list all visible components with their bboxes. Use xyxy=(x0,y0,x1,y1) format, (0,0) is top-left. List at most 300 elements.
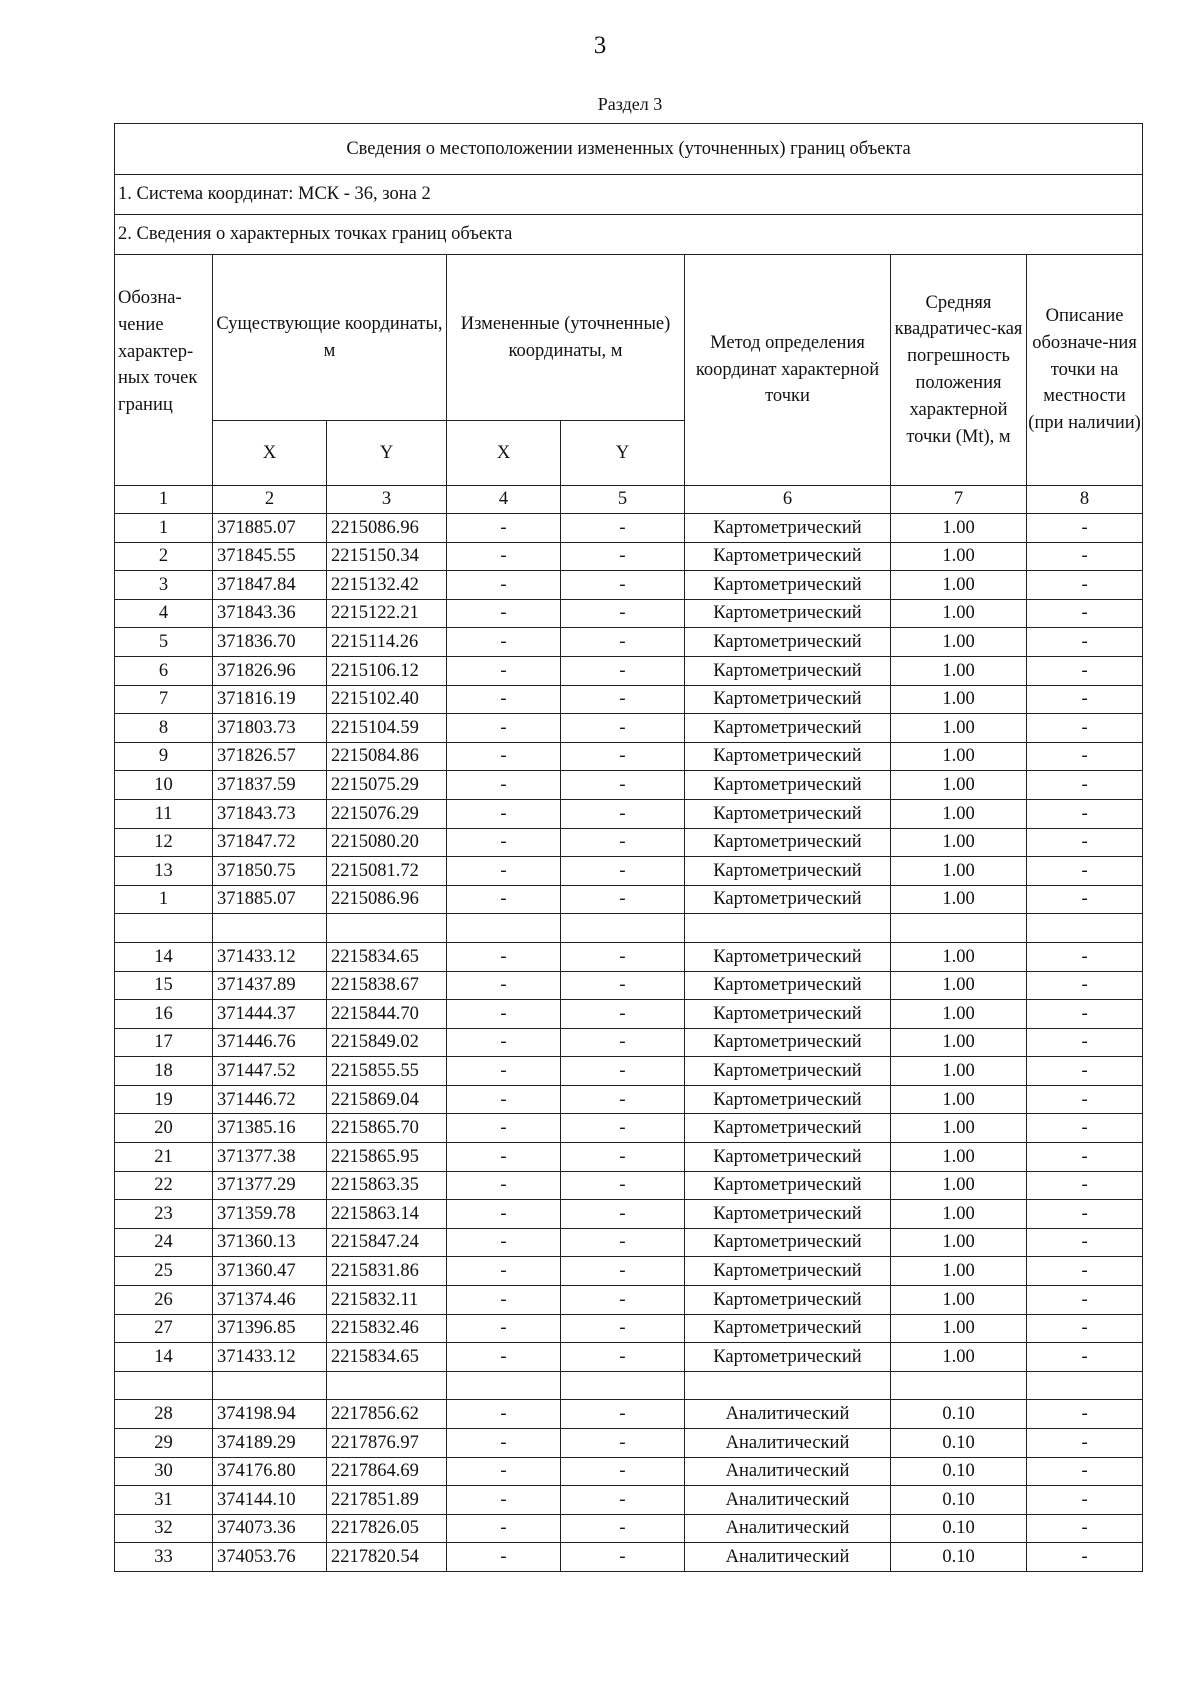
existing-y-cell: 2215104.59 xyxy=(327,714,447,743)
existing-y-cell: 2215122.21 xyxy=(327,599,447,628)
method-cell: Картометрический xyxy=(685,628,891,657)
point-number-cell: 29 xyxy=(115,1429,213,1458)
changed-x-cell: - xyxy=(447,656,561,685)
method-cell: Картометрический xyxy=(685,828,891,857)
description-cell: - xyxy=(1027,942,1143,971)
method-cell: Аналитический xyxy=(685,1457,891,1486)
changed-y-cell: - xyxy=(561,599,685,628)
existing-x-cell: 374198.94 xyxy=(213,1400,327,1429)
empty-cell xyxy=(213,914,327,943)
point-number-cell: 14 xyxy=(115,942,213,971)
existing-x-cell: 371845.55 xyxy=(213,542,327,571)
method-cell: Картометрический xyxy=(685,1143,891,1172)
existing-x-cell: 374189.29 xyxy=(213,1429,327,1458)
changed-x-cell: - xyxy=(447,799,561,828)
changed-y-cell: - xyxy=(561,1286,685,1315)
changed-y-cell: - xyxy=(561,628,685,657)
method-cell: Картометрический xyxy=(685,771,891,800)
existing-x-cell: 374073.36 xyxy=(213,1514,327,1543)
point-number-cell: 7 xyxy=(115,685,213,714)
method-cell: Картометрический xyxy=(685,1343,891,1372)
table-row xyxy=(115,1400,1143,1429)
column-number: 5 xyxy=(561,486,685,514)
changed-x-cell: - xyxy=(447,742,561,771)
description-cell: - xyxy=(1027,885,1143,914)
method-cell: Картометрический xyxy=(685,885,891,914)
existing-y-cell: 2217864.69 xyxy=(327,1457,447,1486)
existing-y-cell: 2215831.86 xyxy=(327,1257,447,1286)
changed-y-cell: - xyxy=(561,514,685,543)
header-method: Метод определения координат характерной точки xyxy=(685,255,891,486)
existing-x-cell: 371359.78 xyxy=(213,1200,327,1229)
error-mt-cell: 1.00 xyxy=(891,1143,1027,1172)
description-cell: - xyxy=(1027,542,1143,571)
method-cell: Картометрический xyxy=(685,742,891,771)
error-mt-cell: 1.00 xyxy=(891,1028,1027,1057)
table-row xyxy=(115,514,1143,543)
error-mt-cell: 1.00 xyxy=(891,942,1027,971)
table-row xyxy=(115,799,1143,828)
table-row xyxy=(115,1000,1143,1029)
point-number-cell: 30 xyxy=(115,1457,213,1486)
changed-x-cell: - xyxy=(447,1286,561,1315)
description-cell: - xyxy=(1027,1457,1143,1486)
table-row xyxy=(115,771,1143,800)
table-row xyxy=(115,1143,1143,1172)
point-number-cell: 19 xyxy=(115,1085,213,1114)
changed-x-cell: - xyxy=(447,1057,561,1086)
header-changed-x: X xyxy=(447,421,561,486)
changed-y-cell: - xyxy=(561,1143,685,1172)
existing-x-cell: 371816.19 xyxy=(213,685,327,714)
method-cell: Картометрический xyxy=(685,1114,891,1143)
existing-x-cell: 371444.37 xyxy=(213,1000,327,1029)
existing-x-cell: 371377.29 xyxy=(213,1171,327,1200)
error-mt-cell: 1.00 xyxy=(891,685,1027,714)
point-number-cell: 20 xyxy=(115,1114,213,1143)
point-number-cell: 18 xyxy=(115,1057,213,1086)
separator-row xyxy=(115,914,1143,943)
changed-x-cell: - xyxy=(447,1171,561,1200)
table-row xyxy=(115,1543,1143,1572)
changed-x-cell: - xyxy=(447,771,561,800)
table-row xyxy=(115,1085,1143,1114)
point-number-cell: 12 xyxy=(115,828,213,857)
point-number-cell: 26 xyxy=(115,1286,213,1315)
changed-y-cell: - xyxy=(561,685,685,714)
point-number-cell: 9 xyxy=(115,742,213,771)
table-row xyxy=(115,742,1143,771)
error-mt-cell: 0.10 xyxy=(891,1429,1027,1458)
table-row xyxy=(115,599,1143,628)
table-row xyxy=(115,1314,1143,1343)
separator-row xyxy=(115,1371,1143,1400)
table-row xyxy=(115,656,1143,685)
empty-cell xyxy=(1027,1371,1143,1400)
changed-x-cell: - xyxy=(447,885,561,914)
description-cell: - xyxy=(1027,1000,1143,1029)
changed-y-cell: - xyxy=(561,1314,685,1343)
changed-y-cell: - xyxy=(561,542,685,571)
changed-y-cell: - xyxy=(561,1429,685,1458)
existing-x-cell: 371847.72 xyxy=(213,828,327,857)
existing-x-cell: 371437.89 xyxy=(213,971,327,1000)
existing-x-cell: 371885.07 xyxy=(213,885,327,914)
existing-y-cell: 2215863.14 xyxy=(327,1200,447,1229)
existing-x-cell: 371837.59 xyxy=(213,771,327,800)
description-cell: - xyxy=(1027,1200,1143,1229)
description-cell: - xyxy=(1027,599,1143,628)
point-number-cell: 15 xyxy=(115,971,213,1000)
changed-x-cell: - xyxy=(447,1000,561,1029)
existing-y-cell: 2215075.29 xyxy=(327,771,447,800)
changed-x-cell: - xyxy=(447,628,561,657)
changed-y-cell: - xyxy=(561,1114,685,1143)
description-cell: - xyxy=(1027,1114,1143,1143)
changed-y-cell: - xyxy=(561,1200,685,1229)
existing-y-cell: 2215132.42 xyxy=(327,571,447,600)
method-cell: Аналитический xyxy=(685,1486,891,1515)
table-row xyxy=(115,1200,1143,1229)
empty-cell xyxy=(891,914,1027,943)
method-cell: Аналитический xyxy=(685,1429,891,1458)
existing-y-cell: 2215834.65 xyxy=(327,942,447,971)
existing-y-cell: 2215849.02 xyxy=(327,1028,447,1057)
changed-x-cell: - xyxy=(447,1486,561,1515)
changed-x-cell: - xyxy=(447,828,561,857)
changed-x-cell: - xyxy=(447,1200,561,1229)
page-number: 3 xyxy=(593,32,607,59)
changed-y-cell: - xyxy=(561,714,685,743)
method-cell: Картометрический xyxy=(685,1257,891,1286)
existing-x-cell: 371360.13 xyxy=(213,1228,327,1257)
method-cell: Картометрический xyxy=(685,857,891,886)
column-number: 3 xyxy=(327,486,447,514)
table-row xyxy=(115,685,1143,714)
changed-y-cell: - xyxy=(561,799,685,828)
method-cell: Картометрический xyxy=(685,1085,891,1114)
header-error: Средняя квадратичес-кая погрешность положения характерной точки (Mt), м xyxy=(891,255,1027,486)
error-mt-cell: 1.00 xyxy=(891,1057,1027,1086)
table-row xyxy=(115,828,1143,857)
changed-x-cell: - xyxy=(447,714,561,743)
existing-x-cell: 371360.47 xyxy=(213,1257,327,1286)
empty-cell xyxy=(891,1371,1027,1400)
existing-x-cell: 371447.52 xyxy=(213,1057,327,1086)
table-row xyxy=(115,542,1143,571)
error-mt-cell: 1.00 xyxy=(891,1257,1027,1286)
changed-y-cell: - xyxy=(561,1257,685,1286)
existing-x-cell: 371433.12 xyxy=(213,942,327,971)
changed-y-cell: - xyxy=(561,971,685,1000)
empty-cell xyxy=(327,1371,447,1400)
existing-y-cell: 2215106.12 xyxy=(327,656,447,685)
method-cell: Картометрический xyxy=(685,799,891,828)
point-number-cell: 16 xyxy=(115,1000,213,1029)
existing-x-cell: 371433.12 xyxy=(213,1343,327,1372)
changed-x-cell: - xyxy=(447,1429,561,1458)
existing-x-cell: 371396.85 xyxy=(213,1314,327,1343)
existing-x-cell: 371885.07 xyxy=(213,514,327,543)
method-cell: Картометрический xyxy=(685,1000,891,1029)
description-cell: - xyxy=(1027,1343,1143,1372)
changed-x-cell: - xyxy=(447,1314,561,1343)
description-cell: - xyxy=(1027,828,1143,857)
error-mt-cell: 1.00 xyxy=(891,628,1027,657)
existing-x-cell: 371843.73 xyxy=(213,799,327,828)
description-cell: - xyxy=(1027,1286,1143,1315)
existing-x-cell: 371446.72 xyxy=(213,1085,327,1114)
error-mt-cell: 1.00 xyxy=(891,1343,1027,1372)
column-number: 2 xyxy=(213,486,327,514)
error-mt-cell: 0.10 xyxy=(891,1457,1027,1486)
existing-y-cell: 2215832.11 xyxy=(327,1286,447,1315)
column-number: 6 xyxy=(685,486,891,514)
table-row xyxy=(115,1514,1143,1543)
changed-x-cell: - xyxy=(447,1028,561,1057)
changed-y-cell: - xyxy=(561,1400,685,1429)
table-row xyxy=(115,885,1143,914)
empty-cell xyxy=(685,914,891,943)
method-cell: Картометрический xyxy=(685,1171,891,1200)
changed-x-cell: - xyxy=(447,542,561,571)
existing-y-cell: 2215869.04 xyxy=(327,1085,447,1114)
existing-x-cell: 371446.76 xyxy=(213,1028,327,1057)
method-cell: Аналитический xyxy=(685,1400,891,1429)
column-number: 4 xyxy=(447,486,561,514)
column-number: 1 xyxy=(115,486,213,514)
error-mt-cell: 1.00 xyxy=(891,714,1027,743)
error-mt-cell: 1.00 xyxy=(891,514,1027,543)
changed-x-cell: - xyxy=(447,857,561,886)
point-number-cell: 11 xyxy=(115,799,213,828)
point-number-cell: 5 xyxy=(115,628,213,657)
changed-y-cell: - xyxy=(561,771,685,800)
changed-y-cell: - xyxy=(561,1457,685,1486)
method-cell: Картометрический xyxy=(685,599,891,628)
changed-y-cell: - xyxy=(561,942,685,971)
error-mt-cell: 1.00 xyxy=(891,1286,1027,1315)
existing-y-cell: 2215865.95 xyxy=(327,1143,447,1172)
description-cell: - xyxy=(1027,742,1143,771)
description-cell: - xyxy=(1027,1514,1143,1543)
header-existing-y: Y xyxy=(327,421,447,486)
table-row xyxy=(115,1286,1143,1315)
table-row xyxy=(115,628,1143,657)
existing-x-cell: 371843.36 xyxy=(213,599,327,628)
error-mt-cell: 1.00 xyxy=(891,1114,1027,1143)
existing-x-cell: 371847.84 xyxy=(213,571,327,600)
method-cell: Картометрический xyxy=(685,1200,891,1229)
point-number-cell: 13 xyxy=(115,857,213,886)
coordinate-system: 1. Система координат: МСК - 36, зона 2 xyxy=(115,175,1143,215)
changed-y-cell: - xyxy=(561,742,685,771)
method-cell: Картометрический xyxy=(685,714,891,743)
existing-x-cell: 371374.46 xyxy=(213,1286,327,1315)
changed-x-cell: - xyxy=(447,1228,561,1257)
changed-y-cell: - xyxy=(561,1000,685,1029)
existing-y-cell: 2215114.26 xyxy=(327,628,447,657)
point-number-cell: 1 xyxy=(115,514,213,543)
point-number-cell: 6 xyxy=(115,656,213,685)
changed-x-cell: - xyxy=(447,1400,561,1429)
header-description: Описание обозначе-ния точки на местности (при наличии) xyxy=(1027,255,1143,486)
header-changed-y: Y xyxy=(561,421,685,486)
changed-x-cell: - xyxy=(447,1114,561,1143)
point-number-cell: 22 xyxy=(115,1171,213,1200)
changed-x-cell: - xyxy=(447,1514,561,1543)
error-mt-cell: 1.00 xyxy=(891,828,1027,857)
existing-y-cell: 2215855.55 xyxy=(327,1057,447,1086)
error-mt-cell: 0.10 xyxy=(891,1486,1027,1515)
empty-cell xyxy=(561,914,685,943)
error-mt-cell: 1.00 xyxy=(891,1200,1027,1229)
existing-y-cell: 2217876.97 xyxy=(327,1429,447,1458)
changed-y-cell: - xyxy=(561,1343,685,1372)
table-row xyxy=(115,1171,1143,1200)
empty-cell xyxy=(115,1371,213,1400)
existing-y-cell: 2215844.70 xyxy=(327,1000,447,1029)
changed-y-cell: - xyxy=(561,1543,685,1572)
point-number-cell: 28 xyxy=(115,1400,213,1429)
changed-x-cell: - xyxy=(447,514,561,543)
changed-x-cell: - xyxy=(447,942,561,971)
description-cell: - xyxy=(1027,656,1143,685)
table-row xyxy=(115,714,1143,743)
existing-x-cell: 371826.57 xyxy=(213,742,327,771)
changed-x-cell: - xyxy=(447,1543,561,1572)
existing-y-cell: 2215080.20 xyxy=(327,828,447,857)
error-mt-cell: 1.00 xyxy=(891,571,1027,600)
method-cell: Картометрический xyxy=(685,656,891,685)
existing-x-cell: 374144.10 xyxy=(213,1486,327,1515)
existing-y-cell: 2217826.05 xyxy=(327,1514,447,1543)
point-number-cell: 3 xyxy=(115,571,213,600)
existing-y-cell: 2215081.72 xyxy=(327,857,447,886)
description-cell: - xyxy=(1027,571,1143,600)
changed-y-cell: - xyxy=(561,656,685,685)
table-title: Сведения о местоположении измененных (уточненных) границ объекта xyxy=(115,124,1143,175)
empty-cell xyxy=(447,1371,561,1400)
column-numbers-row xyxy=(115,486,1143,514)
table-row xyxy=(115,1228,1143,1257)
error-mt-cell: 0.10 xyxy=(891,1543,1027,1572)
point-number-cell: 14 xyxy=(115,1343,213,1372)
existing-x-cell: 371385.16 xyxy=(213,1114,327,1143)
existing-y-cell: 2215865.70 xyxy=(327,1114,447,1143)
table-row xyxy=(115,1114,1143,1143)
method-cell: Аналитический xyxy=(685,1514,891,1543)
error-mt-cell: 1.00 xyxy=(891,542,1027,571)
description-cell: - xyxy=(1027,514,1143,543)
method-cell: Картометрический xyxy=(685,685,891,714)
description-cell: - xyxy=(1027,1228,1143,1257)
description-cell: - xyxy=(1027,1028,1143,1057)
changed-y-cell: - xyxy=(561,571,685,600)
point-number-cell: 31 xyxy=(115,1486,213,1515)
changed-x-cell: - xyxy=(447,1085,561,1114)
existing-y-cell: 2217820.54 xyxy=(327,1543,447,1572)
empty-cell xyxy=(685,1371,891,1400)
error-mt-cell: 1.00 xyxy=(891,771,1027,800)
table-row xyxy=(115,857,1143,886)
existing-y-cell: 2215150.34 xyxy=(327,542,447,571)
method-cell: Картометрический xyxy=(685,514,891,543)
existing-y-cell: 2217856.62 xyxy=(327,1400,447,1429)
method-cell: Картометрический xyxy=(685,1286,891,1315)
header-existing-x: X xyxy=(213,421,327,486)
existing-y-cell: 2215086.96 xyxy=(327,885,447,914)
point-number-cell: 25 xyxy=(115,1257,213,1286)
existing-y-cell: 2215834.65 xyxy=(327,1343,447,1372)
method-cell: Картометрический xyxy=(685,1028,891,1057)
point-number-cell: 1 xyxy=(115,885,213,914)
point-number-cell: 17 xyxy=(115,1028,213,1057)
point-number-cell: 27 xyxy=(115,1314,213,1343)
table-row xyxy=(115,1257,1143,1286)
error-mt-cell: 1.00 xyxy=(891,971,1027,1000)
error-mt-cell: 1.00 xyxy=(891,1171,1027,1200)
existing-y-cell: 2217851.89 xyxy=(327,1486,447,1515)
changed-y-cell: - xyxy=(561,1085,685,1114)
error-mt-cell: 1.00 xyxy=(891,1314,1027,1343)
description-cell: - xyxy=(1027,1400,1143,1429)
existing-y-cell: 2215838.67 xyxy=(327,971,447,1000)
description-cell: - xyxy=(1027,771,1143,800)
changed-x-cell: - xyxy=(447,1143,561,1172)
method-cell: Картометрический xyxy=(685,942,891,971)
changed-x-cell: - xyxy=(447,1257,561,1286)
table-row xyxy=(115,1486,1143,1515)
table-row xyxy=(115,1343,1143,1372)
point-number-cell: 33 xyxy=(115,1543,213,1572)
header-designation: Обозна-чение характер-ных точек границ xyxy=(115,255,213,486)
empty-cell xyxy=(213,1371,327,1400)
table-row xyxy=(115,971,1143,1000)
changed-y-cell: - xyxy=(561,828,685,857)
column-number: 8 xyxy=(1027,486,1143,514)
description-cell: - xyxy=(1027,628,1143,657)
changed-y-cell: - xyxy=(561,1171,685,1200)
description-cell: - xyxy=(1027,1429,1143,1458)
description-cell: - xyxy=(1027,1171,1143,1200)
existing-x-cell: 374176.80 xyxy=(213,1457,327,1486)
empty-cell xyxy=(327,914,447,943)
empty-cell xyxy=(1027,914,1143,943)
changed-x-cell: - xyxy=(447,1343,561,1372)
header-changed-coordinates: Измененные (уточненные) координаты, м xyxy=(447,255,685,421)
method-cell: Картометрический xyxy=(685,571,891,600)
existing-y-cell: 2215102.40 xyxy=(327,685,447,714)
existing-y-cell: 2215863.35 xyxy=(327,1171,447,1200)
table-row xyxy=(115,1457,1143,1486)
existing-x-cell: 374053.76 xyxy=(213,1543,327,1572)
changed-y-cell: - xyxy=(561,1228,685,1257)
error-mt-cell: 0.10 xyxy=(891,1514,1027,1543)
point-number-cell: 10 xyxy=(115,771,213,800)
header-existing-coordinates: Существующие координаты, м xyxy=(213,255,447,421)
existing-y-cell: 2215084.86 xyxy=(327,742,447,771)
point-number-cell: 2 xyxy=(115,542,213,571)
existing-x-cell: 371836.70 xyxy=(213,628,327,657)
empty-cell xyxy=(561,1371,685,1400)
table-row xyxy=(115,571,1143,600)
method-cell: Аналитический xyxy=(685,1543,891,1572)
point-number-cell: 24 xyxy=(115,1228,213,1257)
changed-x-cell: - xyxy=(447,971,561,1000)
description-cell: - xyxy=(1027,1486,1143,1515)
description-cell: - xyxy=(1027,714,1143,743)
